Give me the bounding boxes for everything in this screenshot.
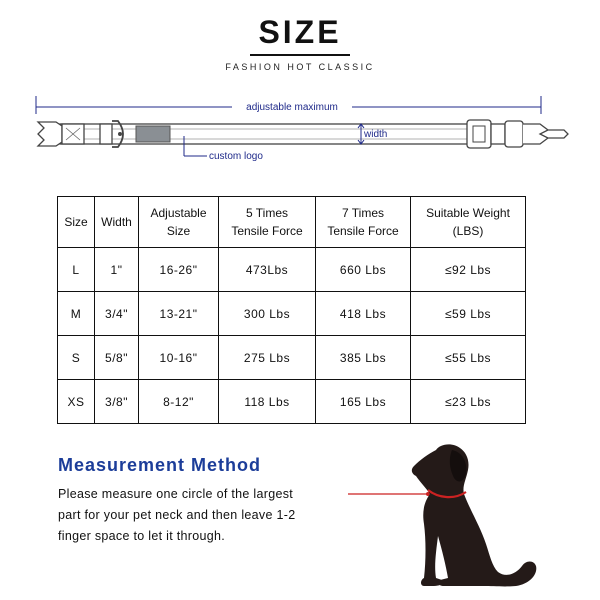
table-row — [58, 336, 526, 380]
cell-7x: 660 Lbs — [316, 248, 411, 292]
cell-weight: ≤55 Lbs — [411, 336, 526, 380]
header-7x-tensile: 7 Times Tensile Force — [316, 197, 411, 248]
table-header-row — [58, 197, 526, 248]
cell-adjustable: 8-12" — [139, 380, 219, 424]
cell-size: S — [58, 336, 95, 380]
page-subtitle: FASHION HOT CLASSIC — [225, 62, 375, 72]
cell-size: XS — [58, 380, 95, 424]
table-row — [58, 380, 526, 424]
header-size: Size — [58, 197, 95, 248]
cell-size: M — [58, 292, 95, 336]
cell-weight: ≤59 Lbs — [411, 292, 526, 336]
adjustable-maximum-label: adjustable maximum — [246, 102, 338, 113]
header-adjustable-size: Adjustable Size — [139, 197, 219, 248]
header-suitable-weight: Suitable Weight (LBS) — [411, 197, 526, 248]
page-title: SIZE — [258, 14, 342, 50]
table-row — [58, 292, 526, 336]
cell-width: 3/8" — [95, 380, 139, 424]
size-table — [57, 196, 526, 424]
cell-5x: 275 Lbs — [219, 336, 316, 380]
cell-7x: 418 Lbs — [316, 292, 411, 336]
cell-7x: 165 Lbs — [316, 380, 411, 424]
width-label: width — [364, 129, 388, 140]
cell-5x: 118 Lbs — [219, 380, 316, 424]
header-5x-tensile: 5 Times Tensile Force — [219, 197, 316, 248]
method-line: Please measure one circle of the largest — [58, 487, 294, 501]
cell-weight: ≤23 Lbs — [411, 380, 526, 424]
cell-size: L — [58, 248, 95, 292]
title-underline — [250, 54, 350, 56]
measurement-method-title: Measurement Method — [58, 455, 262, 475]
logo-patch — [136, 126, 170, 142]
cell-weight: ≤92 Lbs — [411, 248, 526, 292]
right-buckle-icon — [467, 120, 568, 148]
cell-adjustable: 10-16" — [139, 336, 219, 380]
table-row — [58, 248, 526, 292]
dog-silhouette-icon — [340, 440, 560, 590]
collar-diagram — [0, 88, 600, 168]
cell-adjustable: 16-26" — [139, 248, 219, 292]
cell-5x: 473Lbs — [219, 248, 316, 292]
cell-width: 5/8" — [95, 336, 139, 380]
measurement-method-text — [58, 484, 358, 547]
cell-adjustable: 13-21" — [139, 292, 219, 336]
header-width: Width — [95, 197, 139, 248]
d-ring-icon — [100, 121, 123, 147]
method-line: finger space to let it through. — [58, 529, 226, 543]
custom-logo-label: custom logo — [209, 151, 263, 162]
cell-width: 1" — [95, 248, 139, 292]
left-buckle-icon — [38, 122, 84, 146]
cell-7x: 385 Lbs — [316, 336, 411, 380]
method-line: part for your pet neck and then leave 1-2 — [58, 508, 296, 522]
cell-5x: 300 Lbs — [219, 292, 316, 336]
cell-width: 3/4" — [95, 292, 139, 336]
